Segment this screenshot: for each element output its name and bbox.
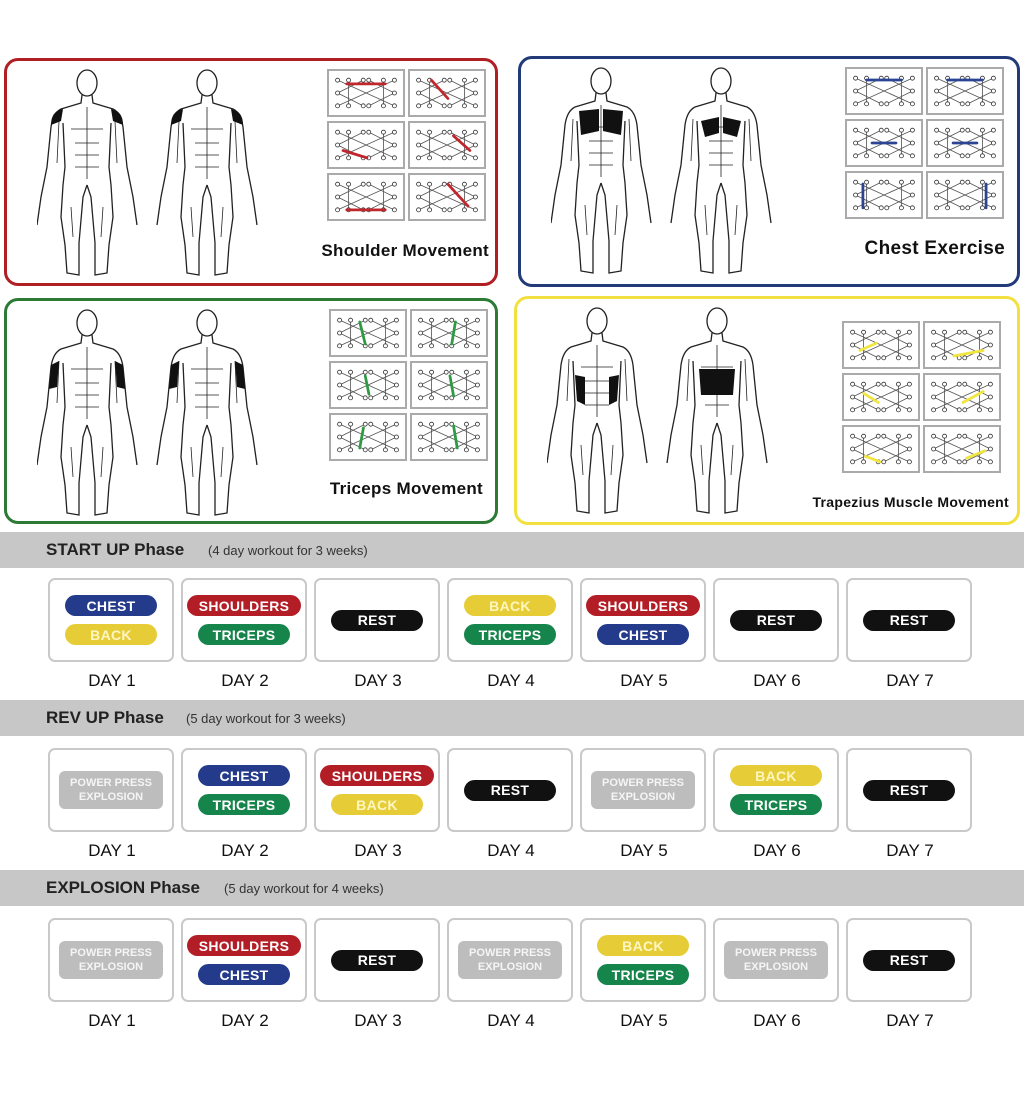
day-label: DAY 2 xyxy=(221,671,269,690)
day-row-explosion xyxy=(48,918,978,1038)
back-pill: BACK xyxy=(464,595,556,616)
push-up-board xyxy=(926,171,1004,219)
day-card xyxy=(713,578,839,662)
shoulders-pill: SHOULDERS xyxy=(187,935,301,956)
day-3 xyxy=(314,578,442,691)
day-5 xyxy=(580,578,708,691)
power-pill: POWER PRESS EXPLOSION xyxy=(724,941,828,979)
day-3 xyxy=(314,748,442,861)
chest-pill: CHEST xyxy=(597,624,689,645)
chest-pill: CHEST xyxy=(198,964,290,985)
triceps-panel xyxy=(4,298,498,524)
day-6 xyxy=(713,918,841,1031)
shoulders-pill: SHOULDERS xyxy=(586,595,700,616)
day-card xyxy=(846,578,972,662)
day-label: DAY 6 xyxy=(753,841,801,860)
push-up-board xyxy=(329,309,407,357)
push-up-board xyxy=(845,119,923,167)
day-4 xyxy=(447,918,575,1031)
day-label: DAY 2 xyxy=(221,841,269,860)
day-label: DAY 5 xyxy=(620,671,668,690)
power-pill: POWER PRESS EXPLOSION xyxy=(458,941,562,979)
push-up-board xyxy=(410,309,488,357)
day-card xyxy=(314,918,440,1002)
day-label: DAY 3 xyxy=(354,841,402,860)
day-card xyxy=(846,918,972,1002)
day-card xyxy=(181,748,307,832)
back-pill: BACK xyxy=(65,624,157,645)
triceps-pill: TRICEPS xyxy=(198,624,290,645)
push-up-board xyxy=(842,321,920,369)
day-card xyxy=(846,748,972,832)
push-up-board xyxy=(842,373,920,421)
day-row-rev-up xyxy=(48,748,978,868)
day-label: DAY 7 xyxy=(886,671,934,690)
rest-pill: REST xyxy=(863,610,955,631)
panel-title: Trapezius Muscle Movement xyxy=(812,494,1009,510)
rest-pill: REST xyxy=(331,610,423,631)
trapezius-panel xyxy=(514,296,1020,525)
day-label: DAY 4 xyxy=(487,1011,535,1030)
phase-name: EXPLOSION Phase xyxy=(46,878,200,897)
phase-name: START UP Phase xyxy=(46,540,185,559)
push-up-board xyxy=(926,67,1004,115)
day-4 xyxy=(447,578,575,691)
day-label: DAY 5 xyxy=(620,841,668,860)
panel-title: Chest Exercise xyxy=(864,238,1005,259)
back-pill: BACK xyxy=(730,765,822,786)
body-figures-triceps xyxy=(37,307,267,521)
chest-pill: CHEST xyxy=(65,595,157,616)
triceps-pill: TRICEPS xyxy=(198,794,290,815)
body-figures-trapezius xyxy=(547,305,777,519)
day-card xyxy=(48,748,174,832)
push-up-board xyxy=(329,361,407,409)
day-label: DAY 4 xyxy=(487,841,535,860)
panel-title: Shoulder Movement xyxy=(321,241,489,260)
day-card xyxy=(181,918,307,1002)
day-label: DAY 3 xyxy=(354,1011,402,1030)
panel-title: Triceps Movement xyxy=(329,479,483,498)
push-up-board xyxy=(327,69,405,117)
triceps-pill: TRICEPS xyxy=(730,794,822,815)
back-pill: BACK xyxy=(331,794,423,815)
day-card xyxy=(580,748,706,832)
power-pill: POWER PRESS EXPLOSION xyxy=(59,771,163,809)
phase-note: (5 day workout for 3 weeks) xyxy=(186,711,346,726)
day-card xyxy=(314,578,440,662)
push-up-board xyxy=(327,121,405,169)
triceps-pill: TRICEPS xyxy=(464,624,556,645)
day-card xyxy=(181,578,307,662)
day-6 xyxy=(713,578,841,691)
day-label: DAY 7 xyxy=(886,1011,934,1030)
day-5 xyxy=(580,918,708,1031)
shoulders-pill: SHOULDERS xyxy=(320,765,434,786)
day-label: DAY 6 xyxy=(753,1011,801,1030)
phase-note: (5 day workout for 4 weeks) xyxy=(224,881,384,896)
triceps-pill: TRICEPS xyxy=(597,964,689,985)
push-up-board xyxy=(926,119,1004,167)
rest-pill: REST xyxy=(464,780,556,801)
power-pill: POWER PRESS EXPLOSION xyxy=(591,771,695,809)
day-card xyxy=(447,748,573,832)
shoulder-panel xyxy=(4,58,498,286)
power-pill: POWER PRESS EXPLOSION xyxy=(59,941,163,979)
push-up-board-grid xyxy=(327,69,486,221)
day-label: DAY 5 xyxy=(620,1011,668,1030)
phase-header-start-up xyxy=(0,532,1024,568)
day-label: DAY 6 xyxy=(753,671,801,690)
day-4 xyxy=(447,748,575,861)
day-6 xyxy=(713,748,841,861)
day-1 xyxy=(48,748,176,861)
day-label: DAY 7 xyxy=(886,841,934,860)
push-up-board xyxy=(842,425,920,473)
day-2 xyxy=(181,748,309,861)
day-card xyxy=(48,578,174,662)
chest-panel xyxy=(518,56,1020,287)
body-figures-chest xyxy=(551,65,781,279)
day-label: DAY 1 xyxy=(88,841,136,860)
day-1 xyxy=(48,578,176,691)
phase-header-rev-up xyxy=(0,700,1024,736)
day-card xyxy=(713,748,839,832)
day-7 xyxy=(846,748,974,861)
push-up-board xyxy=(410,361,488,409)
push-up-board-grid xyxy=(845,67,1004,219)
push-up-board xyxy=(923,425,1001,473)
rest-pill: REST xyxy=(730,610,822,631)
day-7 xyxy=(846,918,974,1031)
day-2 xyxy=(181,918,309,1031)
day-card xyxy=(580,918,706,1002)
push-up-board xyxy=(408,121,486,169)
day-label: DAY 3 xyxy=(354,671,402,690)
push-up-board xyxy=(923,321,1001,369)
push-up-board xyxy=(410,413,488,461)
day-label: DAY 4 xyxy=(487,671,535,690)
push-up-board xyxy=(408,69,486,117)
shoulders-pill: SHOULDERS xyxy=(187,595,301,616)
push-up-board xyxy=(329,413,407,461)
body-figures-shoulders xyxy=(37,67,267,281)
push-up-board xyxy=(327,173,405,221)
phase-header-explosion xyxy=(0,870,1024,906)
back-pill: BACK xyxy=(597,935,689,956)
phase-name: REV UP Phase xyxy=(46,708,164,727)
rest-pill: REST xyxy=(863,950,955,971)
day-label: DAY 1 xyxy=(88,671,136,690)
push-up-board-grid xyxy=(329,309,488,461)
day-label: DAY 1 xyxy=(88,1011,136,1030)
day-card xyxy=(580,578,706,662)
push-up-board xyxy=(408,173,486,221)
rest-pill: REST xyxy=(331,950,423,971)
push-up-board xyxy=(845,171,923,219)
day-2 xyxy=(181,578,309,691)
push-up-board xyxy=(845,67,923,115)
day-card xyxy=(447,578,573,662)
day-label: DAY 2 xyxy=(221,1011,269,1030)
day-card xyxy=(314,748,440,832)
chest-pill: CHEST xyxy=(198,765,290,786)
push-up-board xyxy=(923,373,1001,421)
push-up-board-grid xyxy=(842,321,1001,473)
day-row-start-up xyxy=(48,578,978,698)
day-5 xyxy=(580,748,708,861)
day-7 xyxy=(846,578,974,691)
day-1 xyxy=(48,918,176,1031)
rest-pill: REST xyxy=(863,780,955,801)
day-card xyxy=(713,918,839,1002)
day-3 xyxy=(314,918,442,1031)
day-card xyxy=(447,918,573,1002)
phase-note: (4 day workout for 3 weeks) xyxy=(208,543,368,558)
day-card xyxy=(48,918,174,1002)
